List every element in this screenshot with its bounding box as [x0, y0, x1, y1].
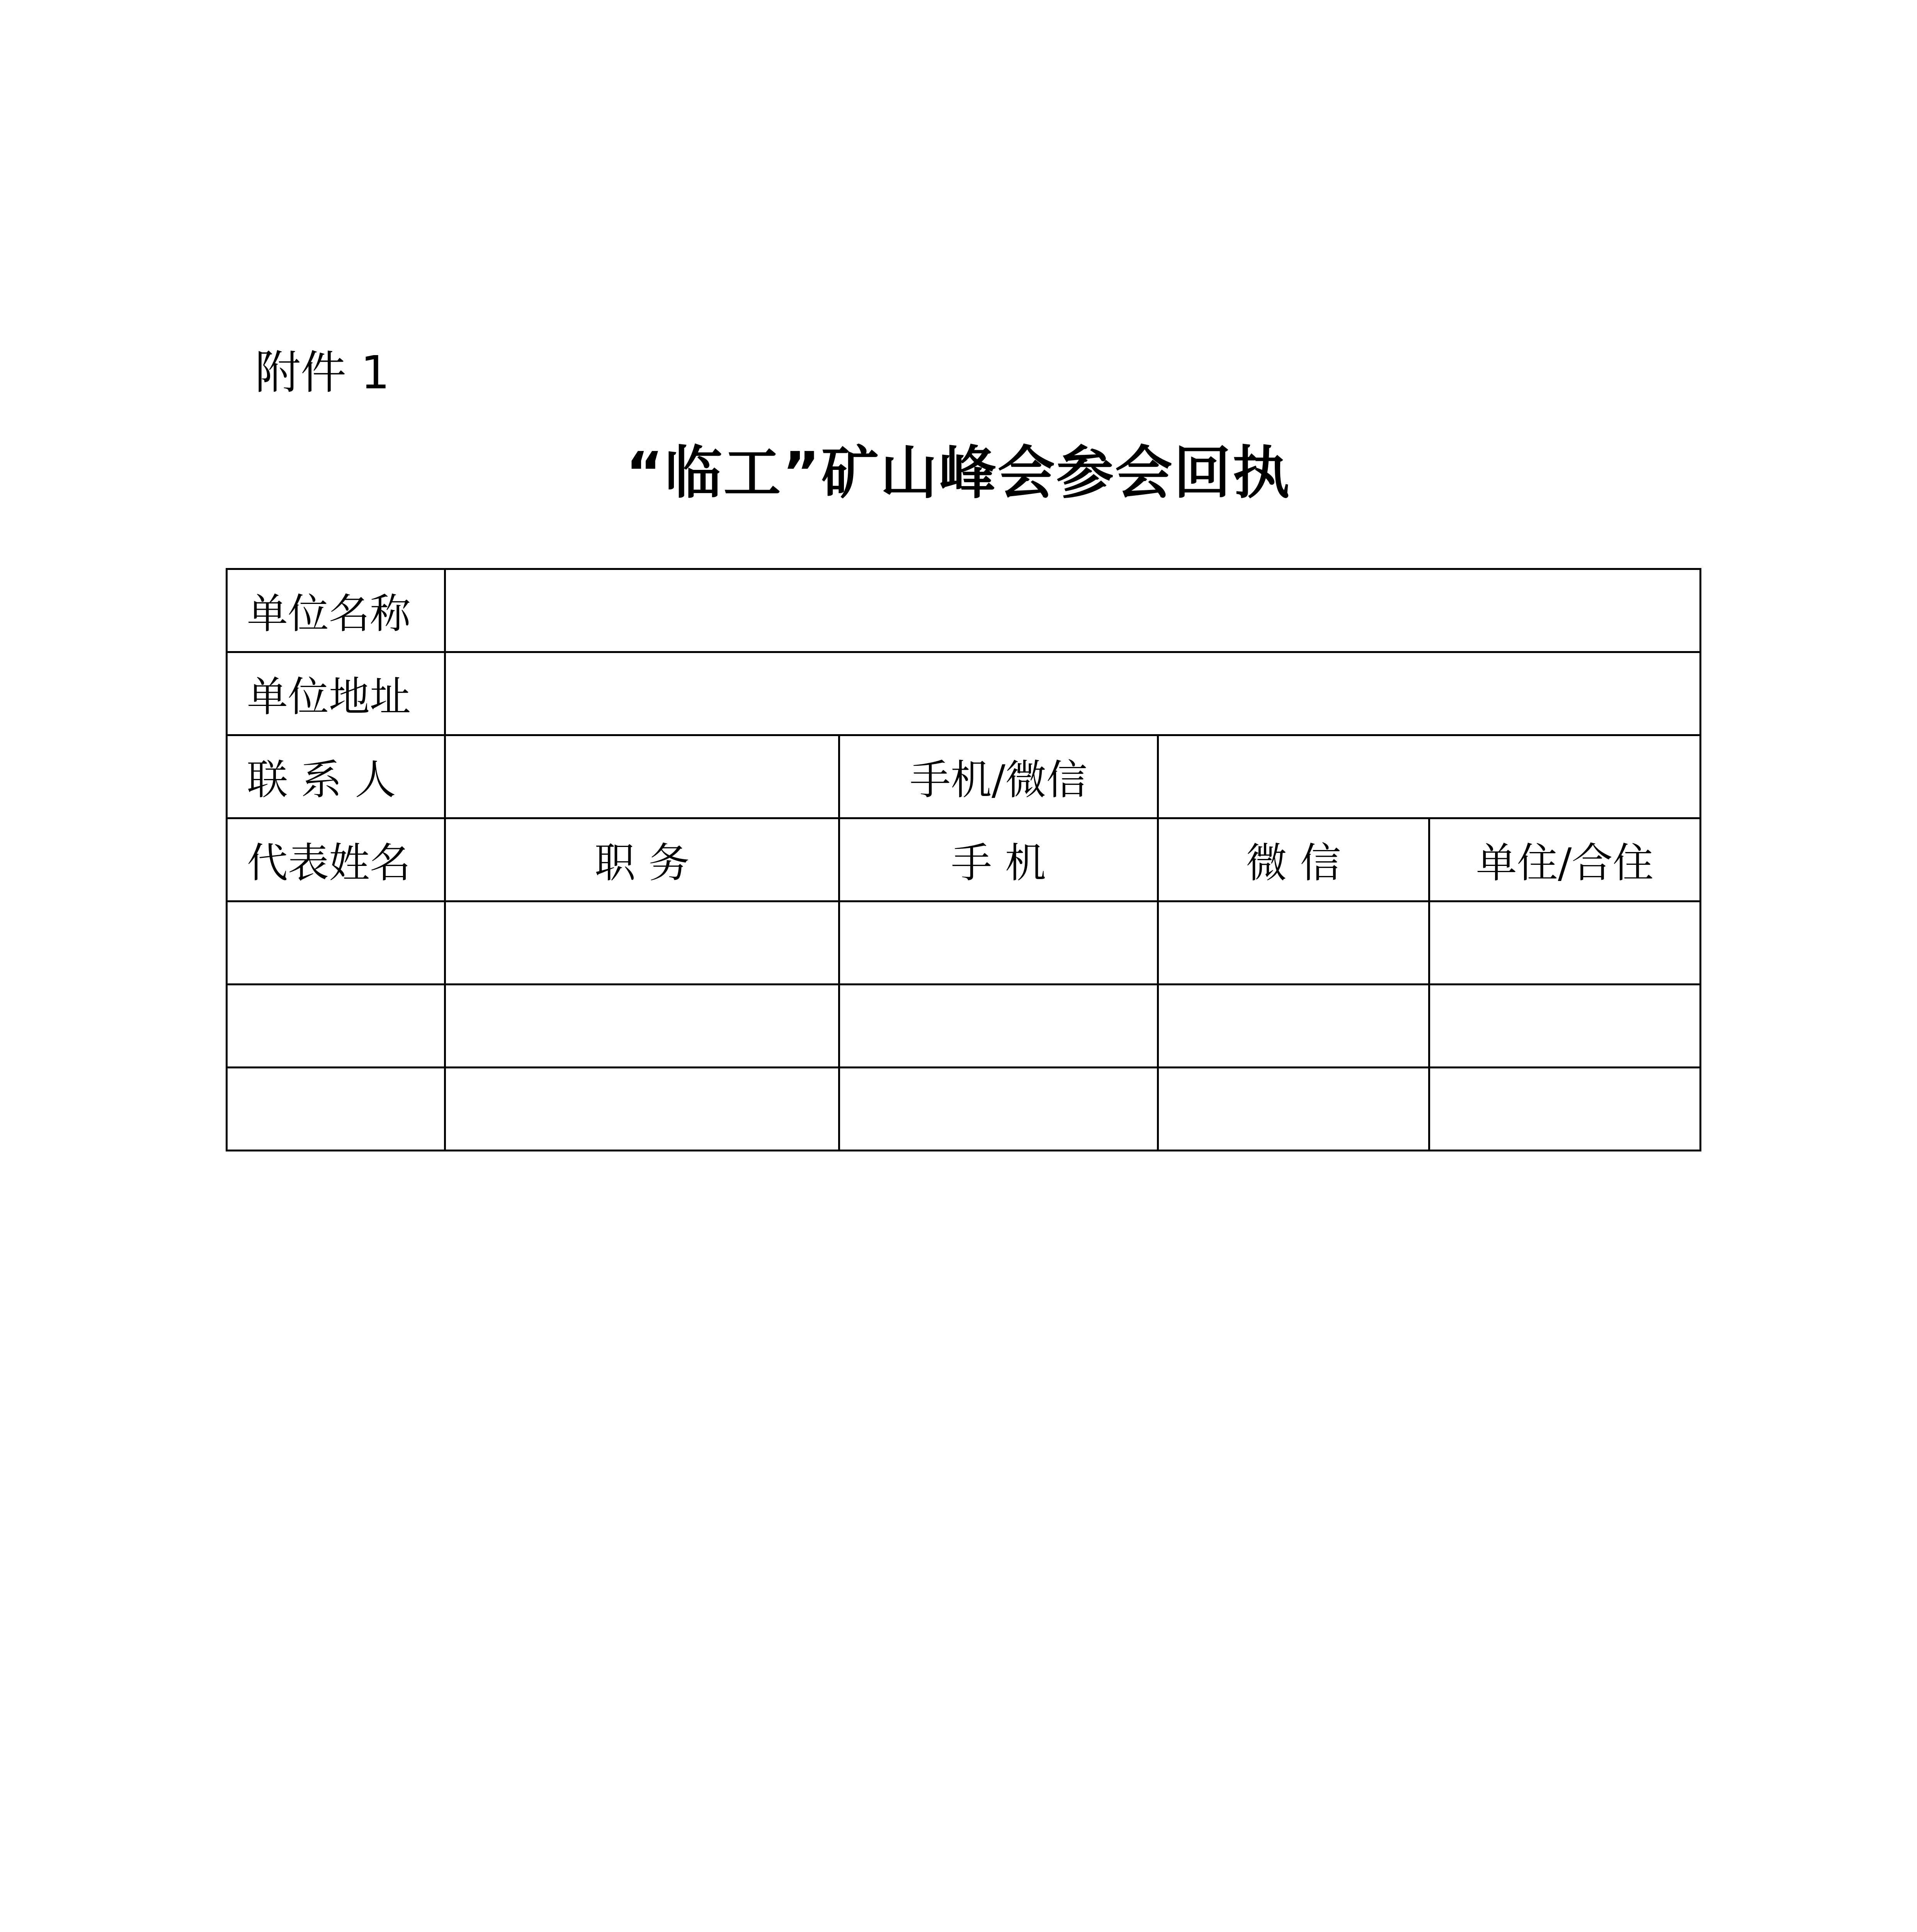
table-row — [227, 1068, 1701, 1151]
contact-label: 联 系 人 — [227, 735, 445, 818]
phone-wechat-field[interactable] — [1158, 735, 1701, 818]
header-row — [227, 818, 1701, 901]
unit-name-label: 单位名称 — [227, 569, 445, 652]
contact-field[interactable] — [445, 735, 839, 818]
cell-wechat[interactable] — [1158, 1068, 1429, 1151]
attachment-label: 附件 1 — [255, 346, 390, 399]
cell-phone[interactable] — [839, 1068, 1158, 1151]
header-phone: 手 机 — [839, 818, 1158, 901]
unit-address-row — [227, 652, 1701, 735]
phone-wechat-label: 手机/微信 — [839, 735, 1158, 818]
cell-room-type[interactable] — [1429, 1068, 1701, 1151]
cell-position[interactable] — [445, 901, 839, 985]
header-room-type: 单住/合住 — [1429, 818, 1701, 901]
cell-position[interactable] — [445, 1068, 839, 1151]
unit-name-field[interactable] — [445, 569, 1701, 652]
page-title: “临工”矿山峰会参会回执 — [626, 440, 1291, 506]
unit-address-field[interactable] — [445, 652, 1701, 735]
table-row — [227, 985, 1701, 1068]
cell-room-type[interactable] — [1429, 901, 1701, 985]
contact-row — [227, 735, 1701, 818]
cell-wechat[interactable] — [1158, 985, 1429, 1068]
cell-name[interactable] — [227, 985, 445, 1068]
header-representative-name: 代表姓名 — [227, 818, 445, 901]
cell-name[interactable] — [227, 901, 445, 985]
header-position: 职 务 — [445, 818, 839, 901]
cell-wechat[interactable] — [1158, 901, 1429, 985]
unit-address-label: 单位地址 — [227, 652, 445, 735]
reply-form-table — [226, 568, 1701, 1151]
cell-phone[interactable] — [839, 985, 1158, 1068]
header-wechat: 微 信 — [1158, 818, 1429, 901]
cell-room-type[interactable] — [1429, 985, 1701, 1068]
cell-phone[interactable] — [839, 901, 1158, 985]
unit-name-row — [227, 569, 1701, 652]
cell-position[interactable] — [445, 985, 839, 1068]
cell-name[interactable] — [227, 1068, 445, 1151]
table-row — [227, 901, 1701, 985]
